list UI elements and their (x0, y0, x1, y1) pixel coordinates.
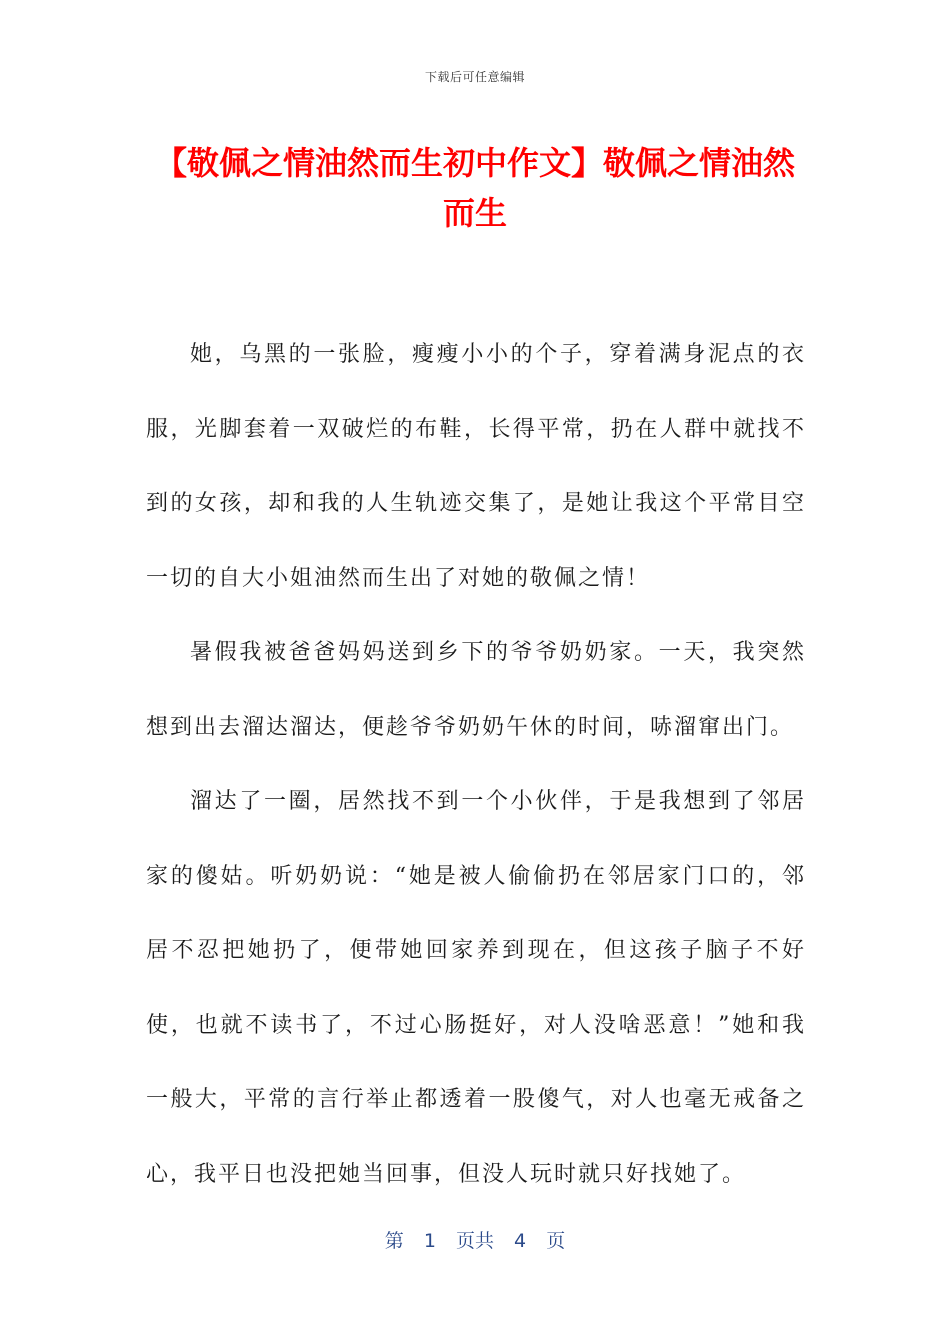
page-middle: 页共 (455, 1230, 494, 1252)
paragraph-1: 她，乌黑的一张脸，瘦瘦小小的个子，穿着满身泥点的衣服，光脚套着一双破烂的布鞋，长得平常，扔在人群中就找不到的女孩，却和我的人生轨迹交集了，是她让我这个平常目空一切的自大小姐油然而生出了对她的敬佩之情！ (146, 342, 806, 591)
document-title: 【敬佩之情油然而生初中作文】敬佩之情油然而生 (154, 144, 795, 232)
page-suffix: 页 (546, 1230, 566, 1252)
page-prefix: 第 (384, 1230, 404, 1252)
document-body (146, 318, 806, 1212)
page-footer (0, 1226, 950, 1253)
paragraph-2: 暑假我被爸爸妈妈送到乡下的爷爷奶奶家。一天，我突然想到出去溜达溜达，便趁爷爷奶奶午休的时间，哧溜窜出门。 (146, 640, 806, 740)
total-pages-number: 4 (514, 1230, 527, 1252)
header-note: 下载后可任意编辑 (424, 70, 525, 84)
paragraph-3: 溜达了一圈，居然找不到一个小伙伴，于是我想到了邻居家的傻姑。听奶奶说：“她是被人偷偷扔在邻居家门口的，邻居不忍把她扔了，便带她回家养到现在，但这孩子脑子不好使，也就不读书了，不过心肠挺好，对人没啥恶意！”她和我一般大，平常的言行举止都透着一股傻气，对人也毫无戒备之心，我平日也没把她当回事，但没人玩时就只好找她了。 (146, 789, 806, 1187)
current-page-number: 1 (423, 1230, 436, 1252)
